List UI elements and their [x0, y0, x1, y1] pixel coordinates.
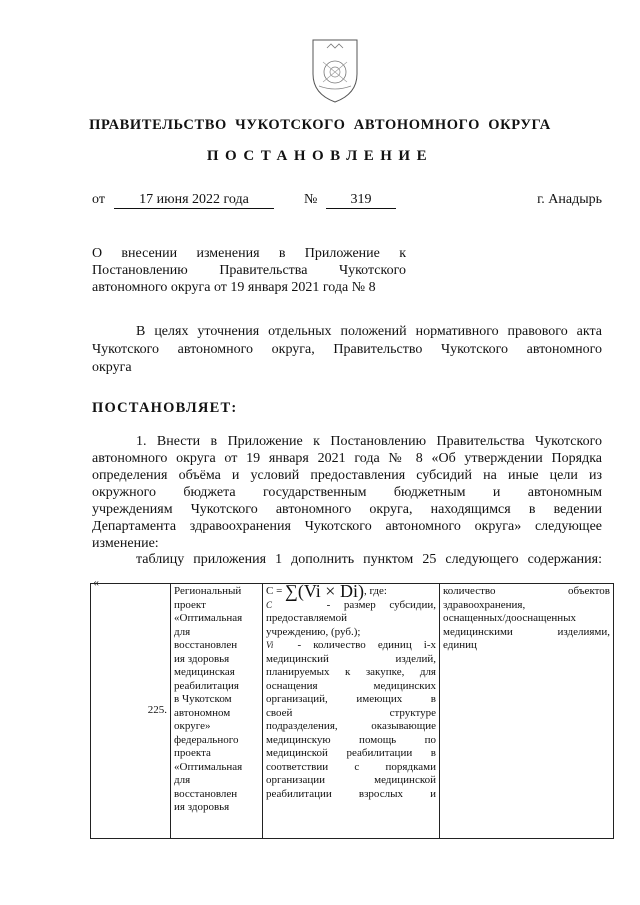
cell-line: соответствии с порядками: [266, 760, 436, 773]
cell-line: «Оптимальная: [174, 760, 243, 773]
cell-line: количество объектов: [443, 585, 610, 597]
cell-line: ия здоровья: [174, 652, 230, 665]
formula-sum: ∑(Vi × Di): [285, 581, 364, 601]
cell-line: реабилитации взрослых и: [266, 787, 436, 800]
cell-line: - размер субсидии,: [326, 598, 437, 611]
item-line: Департамента здравоохранения Чукотского автономного округа» следующее: [92, 519, 602, 534]
sub-item-text: таблицу приложения 1 дополнить пунктом 25 следующего содержания:: [136, 552, 602, 567]
cell-line: для: [174, 625, 191, 638]
result-cell: [440, 584, 614, 839]
item-1: [92, 433, 602, 552]
cell-line: Региональный: [174, 585, 242, 597]
cell-line: медицинской реабилитации в: [266, 747, 436, 759]
project-name-cell: [171, 584, 263, 839]
item-line: учреждениям Чукотского автономного округа, находящимся в ведении: [92, 502, 602, 517]
cell-line: федерального: [174, 733, 239, 746]
cell-line: для: [174, 774, 191, 786]
title-line: Постановлению Правительства Чукотского: [92, 263, 406, 278]
preamble-line: Чукотского автономного округа, Правительство Чукотского автономного: [92, 342, 602, 357]
document-type: ПОСТАНОВЛЕНИЕ: [206, 148, 434, 164]
formula-tail: , где:: [363, 585, 387, 597]
cell-line: автономном: [174, 706, 231, 719]
cell-line: здравоохранения,: [443, 598, 526, 611]
document-number: 319: [326, 192, 396, 209]
preamble-line: округа: [92, 360, 132, 375]
preamble: [92, 323, 602, 377]
number-label: №: [304, 192, 318, 207]
row-number: 225.: [91, 584, 171, 839]
formula: [266, 581, 436, 601]
cell-line: медицинская: [174, 666, 235, 678]
document-place: г. Анадырь: [537, 192, 602, 207]
symbol-c: C: [266, 599, 273, 610]
item-line: изменение:: [92, 536, 159, 551]
cell-line: ия здоровья: [174, 801, 230, 813]
cell-line: медицинскую помощь по: [266, 733, 436, 746]
symbol-v: Vi: [266, 640, 274, 650]
cell-line: организаций, имеющих в: [266, 693, 436, 705]
cell-line: медицинскими изделиями,: [443, 625, 610, 638]
cell-line: в Чукотском: [174, 693, 232, 705]
cell-line: предоставляемой: [266, 612, 348, 624]
coat-of-arms-icon: [305, 28, 365, 108]
item-line: автономного округа от 19 января 2021 года № 8 «Об утверждении Порядка: [92, 451, 602, 466]
government-name: ПРАВИТЕЛЬСТВО ЧУКОТСКОГО АВТОНОМНОГО ОКРУГА: [89, 117, 551, 133]
quote-mark: «: [93, 575, 99, 589]
cell-line: медицинский изделий,: [266, 652, 436, 665]
resolves-heading: ПОСТАНОВЛЯЕТ:: [92, 400, 238, 416]
cell-line: восстановлен: [174, 639, 238, 651]
cell-line: «Оптимальная: [174, 612, 243, 624]
item-line: окружного бюджета государственным бюджетным и автономным: [92, 485, 602, 500]
cell-line: единиц: [443, 639, 477, 651]
cell-line: проекта: [174, 747, 211, 759]
cell-line: округе»: [174, 720, 211, 732]
cell-line: оснащенных/дооснащенных: [443, 612, 577, 624]
document-date: 17 июня 2022 года: [114, 192, 274, 209]
cell-line: своей структуре: [266, 706, 436, 719]
table-row: [91, 584, 614, 839]
cell-line: проект: [174, 598, 206, 611]
date-label: от: [92, 192, 105, 207]
cell-line: организации медицинской: [266, 774, 436, 786]
amendment-table: [90, 583, 614, 839]
document-title: [92, 245, 406, 296]
preamble-line: В целях уточнения отдельных положений нормативного правового акта: [136, 324, 602, 339]
formula-lhs: C =: [266, 585, 286, 597]
cell-line: восстановлен: [174, 787, 238, 800]
cell-line: - количество единиц i-х: [297, 639, 437, 651]
title-line: автономного округа от 19 января 2021 года № 8: [92, 280, 376, 295]
item-line: 1. Внести в Приложение к Постановлению Правительства Чукотского: [136, 434, 602, 449]
title-line: О внесении изменения в Приложение к: [92, 246, 406, 261]
cell-line: подразделения, оказывающие: [266, 720, 436, 732]
cell-line: реабилитация: [174, 679, 239, 692]
sub-item: [92, 552, 602, 568]
cell-line: оснащения медицинских: [266, 679, 436, 692]
cell-line: учреждению, (руб.);: [266, 625, 361, 638]
formula-cell: [263, 581, 440, 839]
item-line: определения объёма и условий предоставления субсидий на иные цели из: [92, 468, 602, 483]
cell-line: планируемых к закупке, для: [266, 666, 436, 678]
